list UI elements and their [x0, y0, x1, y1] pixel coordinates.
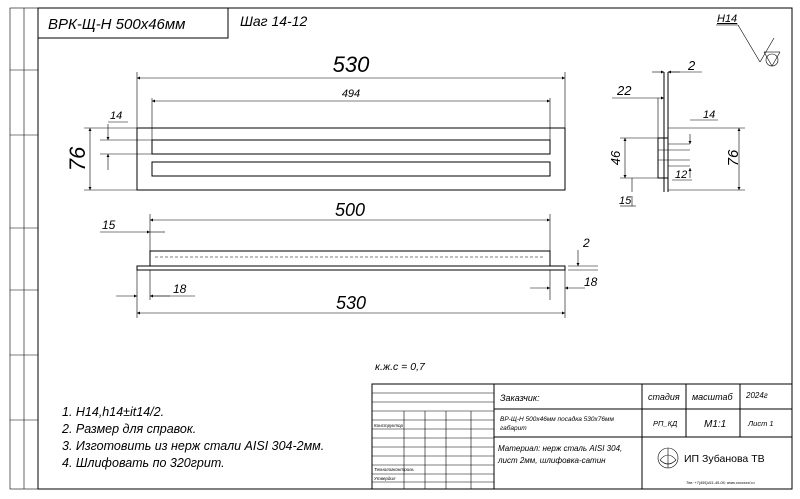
dim-bottom-body-width: 500	[334, 200, 366, 220]
roughness-symbol	[716, 13, 780, 66]
material-line1: Материал: нерж сталь AISI 304,	[498, 444, 623, 453]
dim-side-slot-pitch: 14	[703, 109, 716, 121]
dim-top-height: 76	[65, 146, 90, 172]
dim-bottom-overall-width: 530	[335, 293, 367, 313]
product-title: ВРК-Щ-Н 500x46мм	[48, 16, 186, 33]
year: 2024г	[746, 391, 768, 400]
step-label: Шаг 14-12	[240, 13, 308, 29]
company-name: ИП Зубанова ТВ	[684, 453, 765, 465]
dim-side-height: 76	[725, 149, 742, 167]
stage-label: стадия	[648, 392, 680, 402]
side-view	[608, 58, 745, 207]
description-line1: ВР-Щ-Н 500x46мм посадка 530x76мм	[500, 416, 614, 423]
description-line2: габарит	[500, 425, 527, 432]
row-tech-control: Технологконтроль	[374, 467, 414, 472]
dim-bottom-left-inset: 15	[102, 218, 116, 232]
company-logo	[658, 448, 678, 468]
customer-label: Заказчик:	[500, 393, 540, 403]
note-2: 2. Размер для справок.	[62, 422, 197, 436]
row-designer: Конструктор	[374, 423, 404, 428]
note-1: 1. H14,h14±it14/2.	[62, 405, 165, 419]
dim-side-lip: 12	[675, 169, 688, 181]
product-title-box	[38, 8, 307, 38]
roughness-label: H14	[717, 13, 738, 25]
dim-side-inner-height: 46	[608, 150, 623, 166]
bottom-view	[100, 200, 598, 318]
company-contacts: Тел: +7(495)411-45-06; www.voxxxxxl.ru	[686, 481, 755, 485]
material-line2: лист 2мм, шлифовка-сатин	[498, 456, 606, 465]
dim-bottom-flange: 18	[173, 282, 187, 296]
dim-top-slot-length: 494	[341, 88, 361, 100]
sheet-value: Лист 1	[748, 419, 774, 428]
coefficient-note: к.ж.с = 0,7	[375, 361, 425, 373]
dim-top-slot-inset: 14	[110, 110, 123, 122]
row-approved: Утвердил	[374, 476, 396, 481]
top-view	[65, 52, 565, 190]
dim-bottom-right-flange: 18	[584, 275, 598, 289]
dim-side-bottom: 15	[619, 195, 632, 207]
dim-side-flange-thickness: 2	[688, 58, 696, 73]
note-4: 4. Шлифовать по 320грит.	[62, 456, 225, 470]
note-3: 3. Изготовить из нерж стали AISI 304-2мм.	[62, 439, 325, 453]
scale-label: масштаб	[692, 392, 733, 402]
title-block	[372, 384, 792, 489]
dim-top-overall-width: 530	[332, 52, 370, 77]
scale-value: М1:1	[704, 419, 727, 430]
dim-bottom-thickness: 2	[583, 236, 590, 250]
stage-value: РП_КД	[653, 419, 678, 428]
dim-side-offset: 22	[617, 83, 632, 98]
